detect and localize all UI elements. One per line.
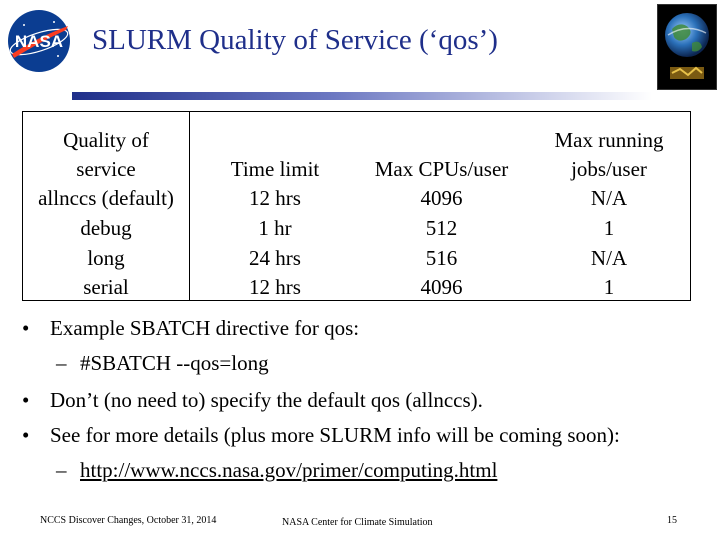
table-cell: 4096 [420,186,463,210]
table-cell: 1 hr [258,216,292,240]
nasa-logo [6,8,72,74]
bullet-text: Don’t (no need to) specify the default qos (allnccs). [50,388,483,412]
table-cell: serial [83,275,129,299]
primer-link[interactable]: http://www.nccs.nasa.gov/primer/computing.html [80,458,498,482]
earth-logo-image [657,4,717,90]
table-cell: 24 hrs [249,246,301,270]
bullet-text: Example SBATCH directive for qos: [50,316,360,340]
bullet-marker: • [22,423,30,447]
dash-marker: – [56,458,67,482]
title-underline-bar [72,92,652,100]
table-cell: 12 hrs [249,186,301,210]
table-cell: 4096 [420,275,463,299]
table-column-qos [23,112,189,300]
footer-date: NCCS Discover Changes, October 31, 2014 [40,515,217,526]
qos-table [22,111,691,301]
table-header-time-limit: Time limit [230,157,320,181]
table-header-qos-line2: service [76,157,136,181]
table-cell: 516 [425,246,458,270]
table-header-max-running-line2: jobs/user [571,157,647,181]
footer-center: NASA Center for Climate Simulation [282,517,433,528]
table-header-qos-line1: Quality of [63,128,149,152]
bullet-marker: • [22,316,30,340]
table-cell: N/A [590,246,628,270]
table-cell: debug [80,216,132,240]
table-cell: 512 [425,216,458,240]
sub-bullet-text: #SBATCH --qos=long [80,351,269,375]
table-header-max-cpus: Max CPUs/user [374,157,509,181]
svg-text:NASA: NASA [14,32,64,51]
table-cell: allnccs (default) [38,186,174,210]
bullet-text: See for more details (plus more SLURM info will be coming soon): [50,423,620,447]
table-cell: N/A [590,186,628,210]
slide-title: SLURM Quality of Service (‘qos’) [92,24,498,56]
bullet-marker: • [22,388,30,412]
table-column-max-cpus [360,112,523,300]
page-number: 15 [667,515,677,526]
dash-marker: – [56,351,67,375]
table-header-max-running-line1: Max running [554,128,664,152]
table-column-time-limit [190,112,360,300]
table-column-max-running-jobs [528,112,690,300]
table-cell: 1 [603,216,615,240]
table-cell: 1 [603,275,615,299]
table-cell: 12 hrs [249,275,301,299]
table-cell: long [87,246,125,270]
